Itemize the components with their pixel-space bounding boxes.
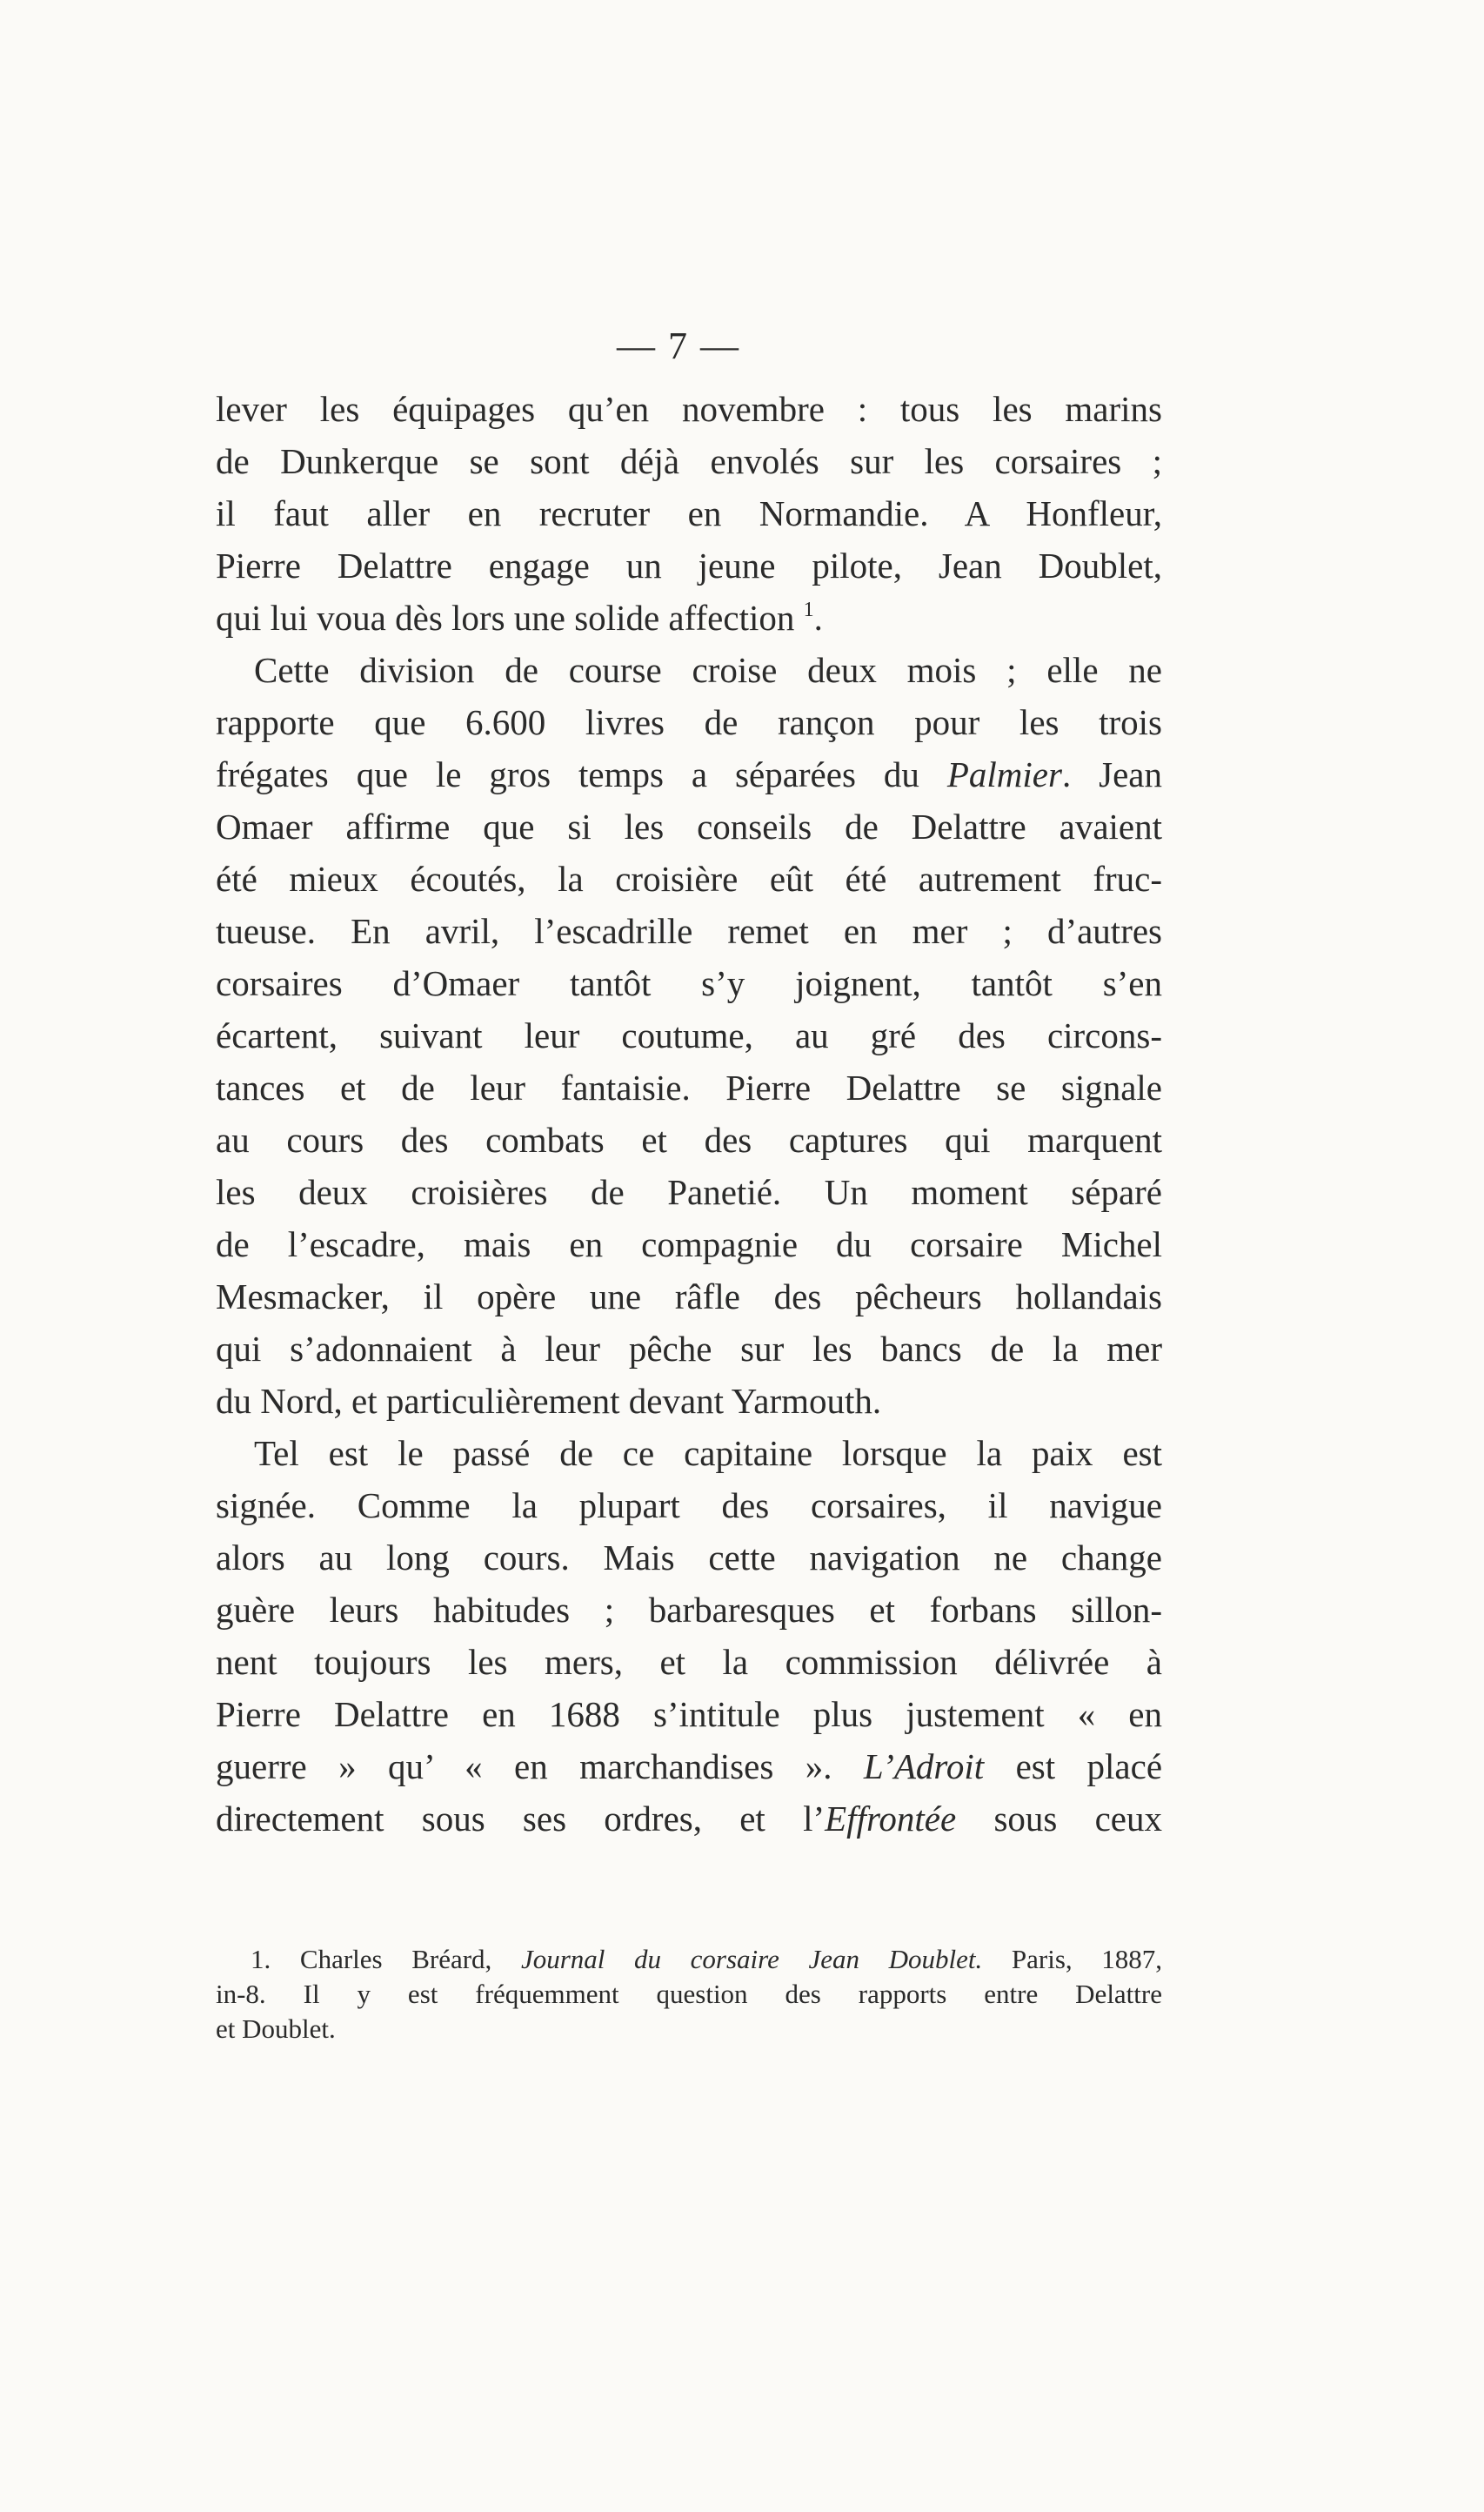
text-line: tances et de leur fantaisie. Pierre Delattre se signale bbox=[216, 1068, 1162, 1108]
footnote-author: Charles Bréard, bbox=[299, 1944, 492, 1974]
text-line: Mesmacker, il opère une râfle des pêcheurs hollandais bbox=[216, 1276, 1162, 1316]
text-line: corsaires d’Omaer tantôt s’y joignent, tantôt s’en bbox=[216, 963, 1162, 1003]
text-line-tail: sous ceux bbox=[993, 1799, 1162, 1839]
text-line: rapporte que 6.600 livres de rançon pour les trois bbox=[216, 702, 1162, 742]
text-line: alors au long cours. Mais cette navigation ne change bbox=[216, 1537, 1162, 1578]
text-line: Pierre Delattre engage un jeune pilote, Jean Doublet, bbox=[216, 546, 1162, 586]
body-text bbox=[216, 383, 1162, 1845]
text-line-tail: est placé bbox=[1015, 1746, 1162, 1786]
footnote-number: 1. bbox=[251, 1944, 271, 1974]
text-line: Tel est le passé de ce capitaine lorsque la paix est bbox=[254, 1433, 1162, 1473]
text-line: écartent, suivant leur coutume, au gré des circons- bbox=[216, 1015, 1162, 1055]
text-line-content: directement sous ses ordres, et l’ bbox=[216, 1799, 826, 1839]
text-line-tail: . Jean bbox=[1061, 754, 1162, 794]
text-line bbox=[216, 1740, 1162, 1792]
text-line: Cette division de course croise deux mois ; elle ne bbox=[254, 650, 1162, 690]
text-line-content: frégates que le gros temps a séparées du bbox=[216, 754, 919, 794]
text-line: du Nord, et particulièrement devant Yarmouth. bbox=[216, 1381, 882, 1421]
text-line: nent toujours les mers, et la commission délivrée à bbox=[216, 1642, 1162, 1682]
text-line: lever les équipages qu’en novembre : tous les marins bbox=[216, 389, 1162, 429]
text-line: signée. Comme la plupart des corsaires, il navigue bbox=[216, 1485, 1162, 1525]
line-end-punctuation: . bbox=[813, 598, 823, 638]
text-line bbox=[216, 592, 1162, 644]
ship-name-palmier: Palmier bbox=[946, 754, 1062, 794]
text-line: au cours des combats et des captures qui marquent bbox=[216, 1120, 1162, 1160]
footnote-title: Journal du corsaire Jean Doublet. bbox=[520, 1944, 983, 1974]
text-line: Omaer affirme que si les conseils de Delattre avaient bbox=[216, 807, 1162, 847]
page-number: — 7 — bbox=[617, 325, 740, 367]
text-line-content: guerre » qu’ « en marchandises ». bbox=[216, 1746, 832, 1786]
text-line bbox=[216, 748, 1162, 800]
text-line: il faut aller en recruter en Normandie. A Honfleur, bbox=[216, 493, 1162, 533]
text-line: de Dunkerque se sont déjà envolés sur les corsaires ; bbox=[216, 441, 1162, 481]
footnote-line: et Doublet. bbox=[216, 2013, 336, 2044]
text-line: été mieux écoutés, la croisière eût été autrement fruc- bbox=[216, 859, 1162, 899]
ship-name-adroit: L’Adroit bbox=[863, 1746, 985, 1786]
text-line: qui s’adonnaient à leur pêche sur les bancs de la mer bbox=[216, 1329, 1162, 1369]
text-line: les deux croisières de Panetié. Un moment séparé bbox=[216, 1172, 1162, 1212]
footnote-reference[interactable]: 1 bbox=[803, 599, 814, 621]
footnote-place-date: Paris, 1887, bbox=[1011, 1944, 1162, 1974]
text-line: de l’escadre, mais en compagnie du corsaire Michel bbox=[216, 1224, 1162, 1264]
footnotes bbox=[216, 1942, 1162, 2046]
text-line: tueuse. En avril, l’escadrille remet en mer ; d’autres bbox=[216, 911, 1162, 951]
footnote-line: in-8. Il y est fréquemment question des rapports entre Delattre bbox=[216, 1979, 1162, 2009]
footnote-line bbox=[216, 1942, 1162, 1977]
ship-name-effrontee: Effrontée bbox=[825, 1799, 957, 1839]
text-line: guère leurs habitudes ; barbaresques et forbans sillon- bbox=[216, 1590, 1162, 1630]
text-line: Pierre Delattre en 1688 s’intitule plus justement « en bbox=[216, 1694, 1162, 1734]
text-line-content: qui lui voua dès lors une solide affection bbox=[216, 598, 795, 638]
text-line bbox=[216, 1792, 1162, 1845]
